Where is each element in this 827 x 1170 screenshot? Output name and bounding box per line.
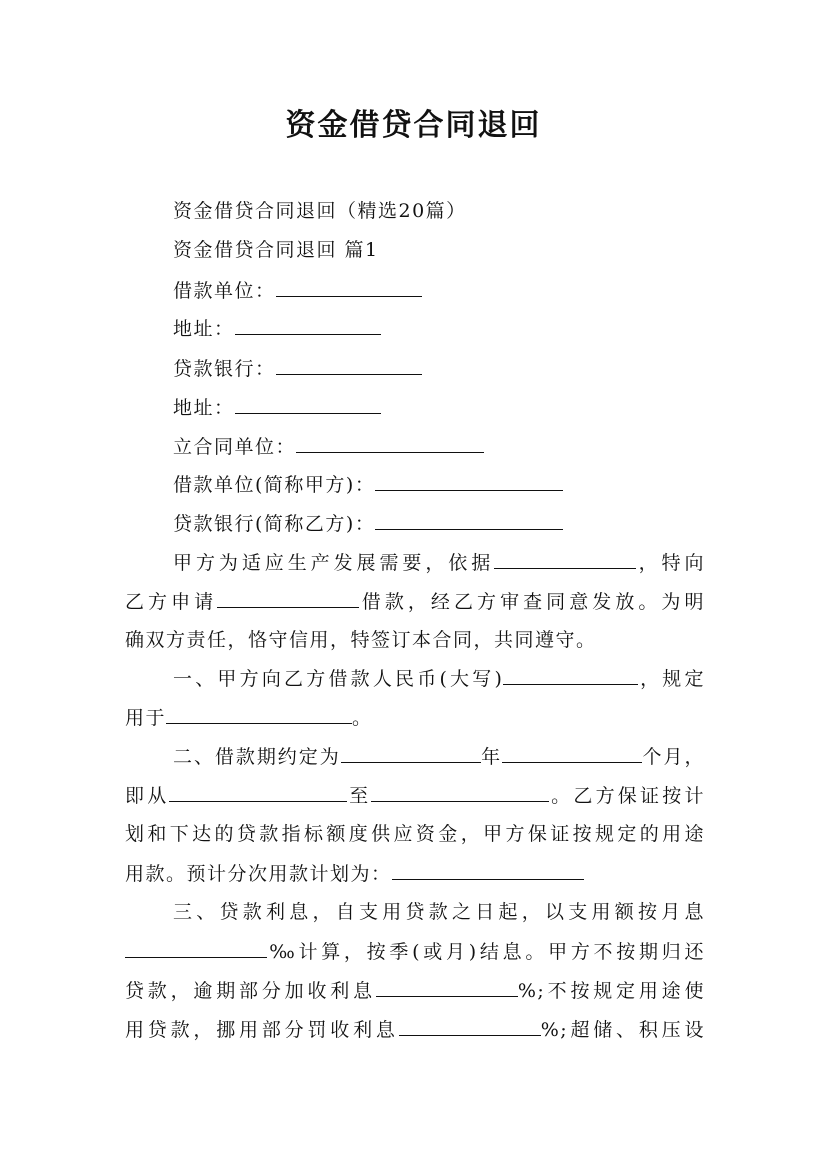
borrower-blank[interactable]	[276, 278, 422, 297]
address-field-1: 地址：	[173, 316, 705, 341]
clause-2-line-4: 用款。预计分次用款计划为：	[125, 861, 705, 886]
months-blank[interactable]	[502, 744, 642, 763]
end-date-blank[interactable]	[371, 783, 549, 802]
clause-3-line-2: ‰计算，按季(或月)结息。甲方不按期归还	[125, 939, 705, 964]
borrower-field: 借款单位：	[173, 278, 705, 303]
paragraph-1-line-2: 乙方申请 借款，经乙方审查同意发放。为明	[125, 591, 705, 613]
usage-plan-blank[interactable]	[392, 861, 584, 880]
loan-type-blank[interactable]	[217, 589, 359, 608]
clause-3-line-3: 贷款，逾期部分加收利息 %;不按规定用途使	[125, 980, 705, 1002]
clause-3-line-1: 三、贷款利息，自支用贷款之日起，以支用额按月息	[173, 901, 705, 923]
page-title: 资金借贷合同退回	[285, 108, 542, 143]
subtitle-line: 资金借贷合同退回（精选20篇）	[173, 200, 467, 222]
clause-2-line-1: 二、借款期约定为 年 个月，	[173, 746, 705, 768]
misuse-rate-blank[interactable]	[399, 1017, 541, 1036]
clause-2-line-2: 即从 至 。乙方保证按计	[125, 785, 705, 807]
address-blank-1[interactable]	[235, 316, 381, 335]
clause-3-line-4: 用贷款，挪用部分罚收利息 %;超储、积压设	[125, 1019, 705, 1041]
overdue-rate-blank[interactable]	[376, 978, 518, 997]
paragraph-1-line-3: 确双方责任，恪守信用，特签订本合同，共同遵守。	[125, 629, 597, 651]
address-blank-2[interactable]	[235, 395, 381, 414]
clause-1-line-2: 用于 。	[125, 707, 373, 729]
monthly-rate-blank[interactable]	[125, 939, 267, 958]
address-field-2: 地址：	[173, 395, 705, 420]
amount-blank[interactable]	[503, 666, 638, 685]
party-b-blank[interactable]	[375, 511, 563, 530]
bank-field: 贷款银行：	[173, 356, 705, 381]
basis-blank[interactable]	[494, 550, 636, 569]
contract-unit-blank[interactable]	[296, 434, 484, 453]
bank-blank[interactable]	[276, 356, 422, 375]
start-date-blank[interactable]	[169, 783, 347, 802]
contract-unit-field: 立合同单位：	[173, 434, 705, 459]
paragraph-1-line-1: 甲方为适应生产发展需要，依据 ，特向	[173, 552, 705, 574]
years-blank[interactable]	[341, 744, 481, 763]
section-heading: 资金借贷合同退回 篇1	[173, 239, 379, 261]
party-a-field: 借款单位(简称甲方)：	[173, 472, 705, 497]
purpose-blank[interactable]	[166, 705, 352, 724]
party-b-field: 贷款银行(简称乙方)：	[173, 511, 705, 536]
clause-2-line-3: 划和下达的贷款指标额度供应资金，甲方保证按规定的用途	[125, 823, 705, 845]
party-a-blank[interactable]	[375, 472, 563, 491]
clause-1-line-1: 一、甲方向乙方借款人民币(大写) ，规定	[173, 668, 705, 690]
